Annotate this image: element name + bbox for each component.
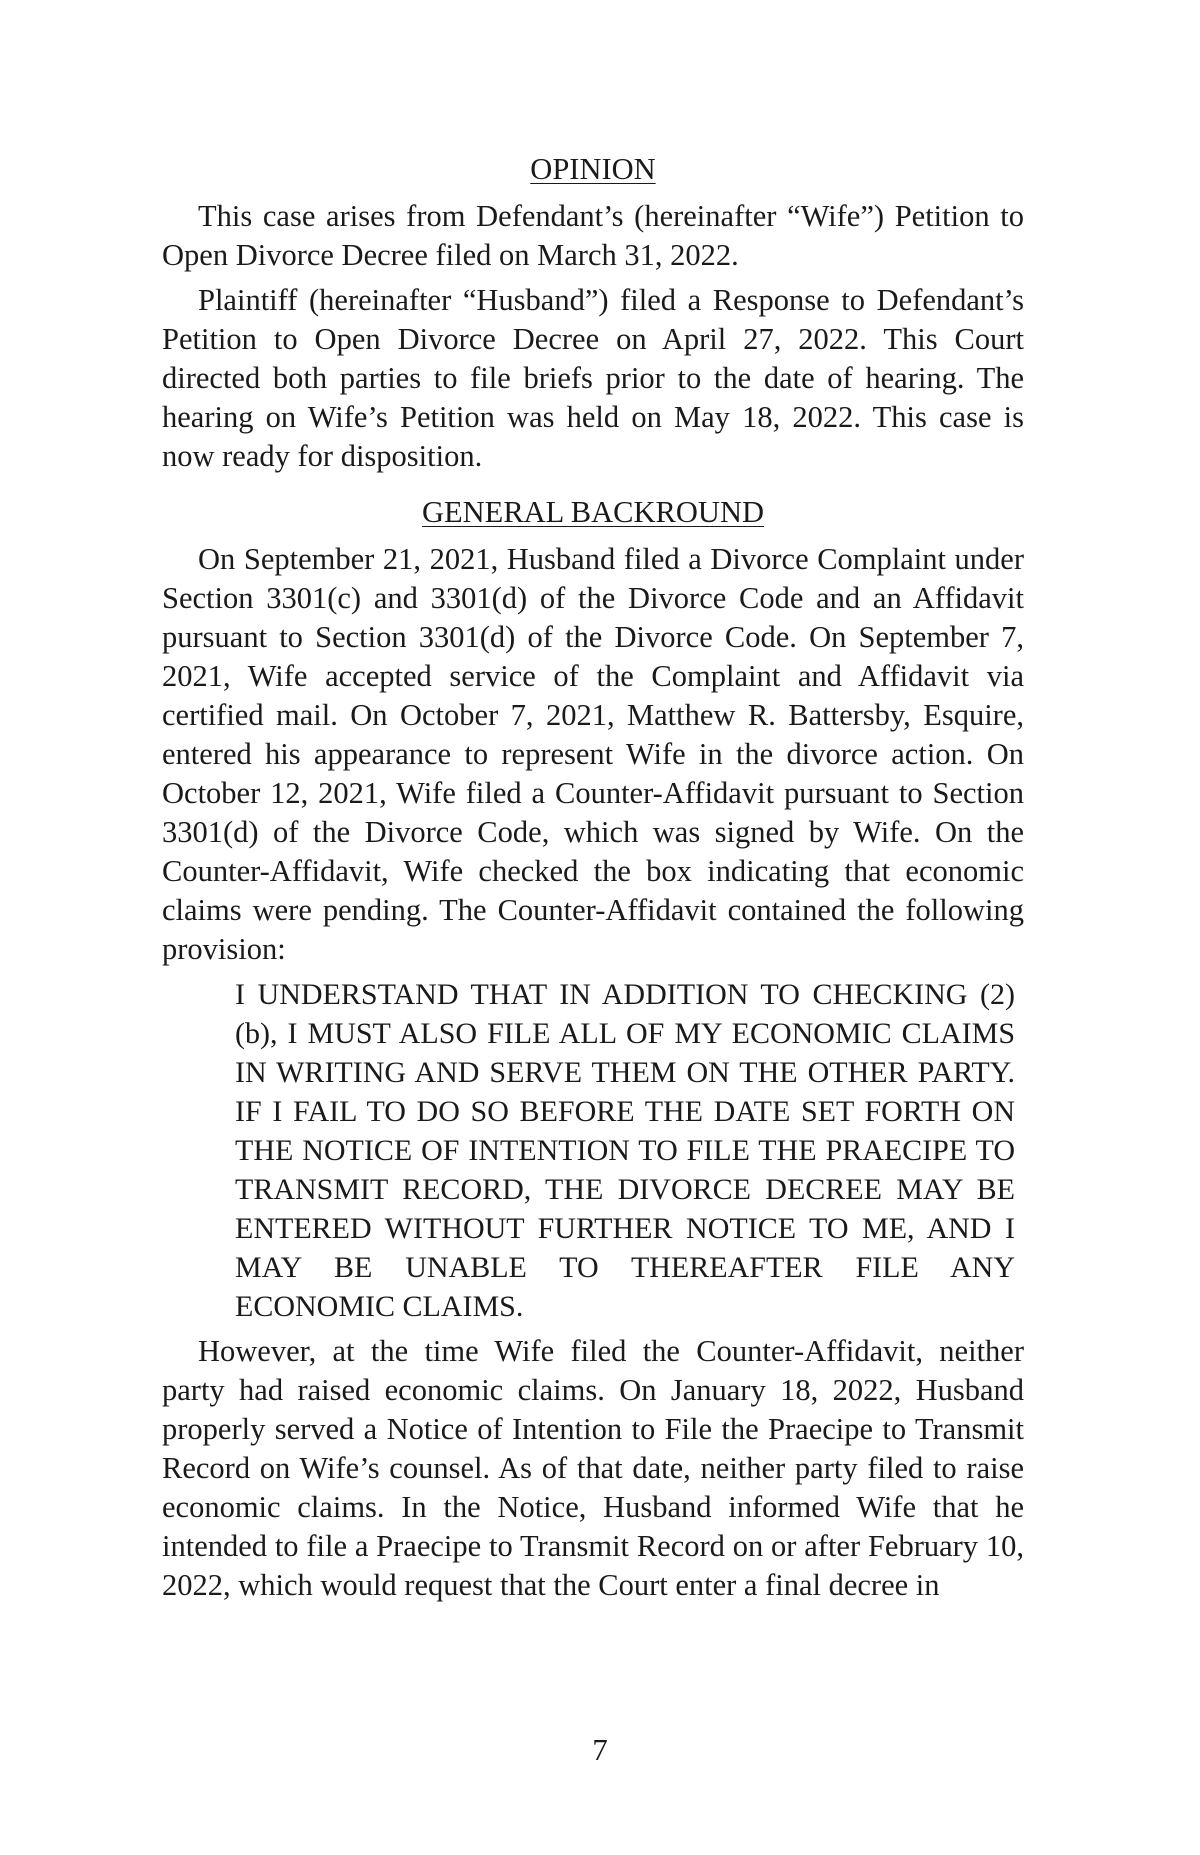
counter-affidavit-quote: I UNDERSTAND THAT IN ADDITION TO CHECKING (2)(b), I MUST ALSO FILE ALL OF MY ECONOMIC CLAIMS IN WRITING AND SERVE THEM ON THE OTHER PARTY. IF I FAIL TO DO SO BEFORE THE DATE SET FORTH ON THE NOTICE OF INTENTION TO FILE THE PRAECIPE TO TRANSMIT RECORD, THE DIVORCE DECREE MAY BE ENTERED WITHOUT FURTHER NOTICE TO ME, AND I MAY BE UNABLE TO THEREAFTER FILE ANY ECONOMIC CLAIMS. xyxy=(235,978,1015,1323)
background-paragraph: On September 21, 2021, Husband filed a Divorce Complaint under Section 3301(c) and 3301(d) of the Divorce Code and an Affidavit pursuant to Section 3301(d) of the Divorce Code. On September 7, 2021, Wife accepted service of the Complaint and Affidavit via certified mail. On October 7, 2021, Matthew R. Battersby, Esquire, entered his appearance to represent Wife in the divorce action. On October 12, 2021, Wife filed a Counter-Affidavit pursuant to Section 3301(d) of the Divorce Code, which was signed by Wife. On the Counter-Affidavit, Wife checked the box indicating that economic claims were pending. The Counter-Affidavit contained the following provision: xyxy=(162,542,1024,966)
page-number: 7 xyxy=(592,1732,608,1767)
opinion-heading: OPINION xyxy=(530,152,656,186)
intro-paragraph: This case arises from Defendant’s (hereinafter “Wife”) Petition to Open Divorce Decree filed on March 31, 2022. xyxy=(162,199,1024,272)
background-heading: GENERAL BACKROUND xyxy=(422,495,764,529)
notice-paragraph: However, at the time Wife filed the Counter-Affidavit, neither party had raised economic claims. On January 18, 2022, Husband properly served a Notice of Intention to File the Praecipe to Transmit Record on Wife’s counsel. As of that date, neither party filed to raise economic claims. In the Notice, Husband informed Wife that he intended to file a Praecipe to Transmit Record on or after February 10, 2022, which would request that the Court enter a final decree in xyxy=(162,1334,1024,1602)
procedural-paragraph: Plaintiff (hereinafter “Husband”) filed a Response to Defendant’s Petition to Open Divorce Decree on April 27, 2022. This Court directed both parties to file briefs prior to the date of hearing. The hearing on Wife’s Petition was held on May 18, 2022. This case is now ready for disposition. xyxy=(162,283,1024,473)
opinion-body xyxy=(162,150,1024,1611)
